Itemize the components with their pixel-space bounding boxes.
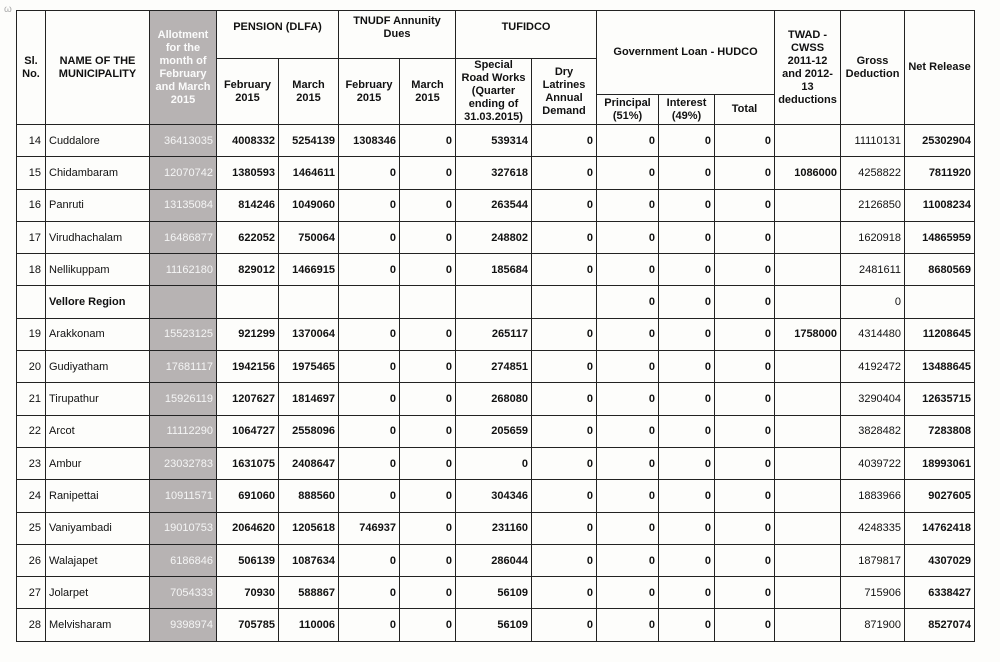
cell-tnudf-mar: 0 [400, 351, 456, 383]
cell-sl-no: 22 [17, 415, 46, 447]
cell-gross-deduction: 4258822 [841, 157, 905, 189]
cell-pension-mar: 1975465 [279, 351, 339, 383]
cell-principal: 0 [597, 383, 659, 415]
cell-tnudf-feb: 0 [339, 221, 400, 253]
col-header-municipality: NAME OF THE MUNICIPALITY [46, 11, 150, 125]
cell-total: 0 [715, 254, 775, 286]
cell-interest: 0 [659, 609, 715, 641]
cell-gross-deduction: 1620918 [841, 221, 905, 253]
cell-pension-feb: 691060 [217, 480, 279, 512]
table-row [17, 577, 975, 609]
cell-total: 0 [715, 415, 775, 447]
table-row [17, 221, 975, 253]
cell-sl-no: 26 [17, 544, 46, 576]
cell-tnudf-mar: 0 [400, 544, 456, 576]
cell-principal: 0 [597, 512, 659, 544]
cell-net-release: 7283808 [905, 415, 975, 447]
cell-twad [775, 577, 841, 609]
table-body [17, 125, 975, 642]
cell-sl-no: 20 [17, 351, 46, 383]
cell-tnudf-feb: 0 [339, 383, 400, 415]
cell-special-road: 205659 [456, 415, 532, 447]
table-row [17, 189, 975, 221]
cell-sl-no: 25 [17, 512, 46, 544]
cell-gross-deduction: 3290404 [841, 383, 905, 415]
cell-pension-mar: 1370064 [279, 318, 339, 350]
cell-gross-deduction: 4039722 [841, 447, 905, 479]
cell-total: 0 [715, 157, 775, 189]
cell-special-road: 56109 [456, 609, 532, 641]
allocation-sheet [16, 10, 975, 642]
cell-pension-mar: 1466915 [279, 254, 339, 286]
cell-special-road [456, 286, 532, 318]
cell-interest: 0 [659, 480, 715, 512]
cell-net-release: 8527074 [905, 609, 975, 641]
cell-net-release: 9027605 [905, 480, 975, 512]
cell-municipality: Vellore Region [46, 286, 150, 318]
cell-tnudf-feb: 0 [339, 480, 400, 512]
cell-municipality: Virudhachalam [46, 221, 150, 253]
cell-dry-latrines: 0 [532, 447, 597, 479]
table-row [17, 447, 975, 479]
cell-sl-no: 24 [17, 480, 46, 512]
cell-dry-latrines: 0 [532, 221, 597, 253]
cell-tnudf-feb: 0 [339, 254, 400, 286]
cell-tnudf-feb [339, 286, 400, 318]
col-header-tnudf-feb: February 2015 [339, 59, 400, 125]
cell-interest: 0 [659, 383, 715, 415]
cell-allotment: 11162180 [150, 254, 217, 286]
cell-gross-deduction: 2481611 [841, 254, 905, 286]
cell-principal: 0 [597, 254, 659, 286]
cell-tnudf-mar: 0 [400, 221, 456, 253]
cell-sl-no: 21 [17, 383, 46, 415]
cell-net-release: 18993061 [905, 447, 975, 479]
cell-principal: 0 [597, 189, 659, 221]
cell-gross-deduction: 4314480 [841, 318, 905, 350]
cell-gross-deduction: 4248335 [841, 512, 905, 544]
cell-tnudf-mar: 0 [400, 254, 456, 286]
cell-sl-no: 19 [17, 318, 46, 350]
cell-twad [775, 544, 841, 576]
cell-tnudf-mar: 0 [400, 609, 456, 641]
cell-twad: 1758000 [775, 318, 841, 350]
cell-dry-latrines: 0 [532, 125, 597, 157]
cell-dry-latrines: 0 [532, 577, 597, 609]
table-row [17, 415, 975, 447]
cell-total: 0 [715, 544, 775, 576]
cell-principal: 0 [597, 577, 659, 609]
cell-tnudf-feb: 746937 [339, 512, 400, 544]
cell-principal: 0 [597, 609, 659, 641]
cell-pension-mar: 750064 [279, 221, 339, 253]
cell-special-road: 265117 [456, 318, 532, 350]
cell-dry-latrines: 0 [532, 609, 597, 641]
cell-sl-no: 18 [17, 254, 46, 286]
col-header-principal: Principal (51%) [597, 95, 659, 125]
cell-allotment: 16486877 [150, 221, 217, 253]
cell-twad [775, 415, 841, 447]
cell-twad [775, 286, 841, 318]
cell-special-road: 0 [456, 447, 532, 479]
cell-total: 0 [715, 609, 775, 641]
table-row [17, 544, 975, 576]
cell-special-road: 231160 [456, 512, 532, 544]
cell-pension-feb: 1942156 [217, 351, 279, 383]
cell-gross-deduction: 871900 [841, 609, 905, 641]
cell-total: 0 [715, 577, 775, 609]
cell-municipality: Ranipettai [46, 480, 150, 512]
cell-tnudf-mar: 0 [400, 189, 456, 221]
cell-dry-latrines: 0 [532, 157, 597, 189]
cell-twad: 1086000 [775, 157, 841, 189]
cell-tnudf-feb: 0 [339, 609, 400, 641]
cell-principal: 0 [597, 221, 659, 253]
cell-net-release: 14762418 [905, 512, 975, 544]
cell-pension-feb: 2064620 [217, 512, 279, 544]
cell-total: 0 [715, 189, 775, 221]
cell-municipality: Nellikuppam [46, 254, 150, 286]
cell-total: 0 [715, 221, 775, 253]
cell-total: 0 [715, 512, 775, 544]
cell-interest: 0 [659, 544, 715, 576]
cell-pension-mar: 5254139 [279, 125, 339, 157]
cell-dry-latrines: 0 [532, 318, 597, 350]
col-header-govt-loan: Government Loan - HUDCO [597, 11, 775, 95]
cell-tnudf-mar: 0 [400, 512, 456, 544]
cell-twad [775, 480, 841, 512]
table-row [17, 480, 975, 512]
cell-tnudf-mar: 0 [400, 125, 456, 157]
cell-tnudf-feb: 0 [339, 415, 400, 447]
cell-pension-feb: 506139 [217, 544, 279, 576]
cell-allotment: 17681117 [150, 351, 217, 383]
cell-dry-latrines: 0 [532, 480, 597, 512]
cell-dry-latrines: 0 [532, 512, 597, 544]
cell-pension-mar: 2408647 [279, 447, 339, 479]
col-header-interest: Interest (49%) [659, 95, 715, 125]
cell-principal: 0 [597, 415, 659, 447]
cell-pension-feb: 921299 [217, 318, 279, 350]
cell-principal: 0 [597, 447, 659, 479]
cell-dry-latrines: 0 [532, 189, 597, 221]
cell-pension-feb: 705785 [217, 609, 279, 641]
cell-pension-feb: 829012 [217, 254, 279, 286]
cell-interest: 0 [659, 254, 715, 286]
allotment-table [16, 10, 975, 642]
col-header-tufidco: TUFIDCO [456, 11, 597, 59]
cell-tnudf-feb: 0 [339, 544, 400, 576]
cell-dry-latrines: 0 [532, 351, 597, 383]
cell-pension-mar: 1464611 [279, 157, 339, 189]
cell-special-road: 539314 [456, 125, 532, 157]
cell-twad [775, 447, 841, 479]
cell-municipality: Arcot [46, 415, 150, 447]
cell-gross-deduction: 0 [841, 286, 905, 318]
cell-twad [775, 125, 841, 157]
col-header-dry-latrines: Dry Latrines Annual Demand [532, 59, 597, 125]
cell-interest: 0 [659, 125, 715, 157]
cell-interest: 0 [659, 189, 715, 221]
cell-gross-deduction: 11110131 [841, 125, 905, 157]
col-header-tnudf: TNUDF Annunity Dues [339, 11, 456, 59]
cell-gross-deduction: 2126850 [841, 189, 905, 221]
cell-net-release: 7811920 [905, 157, 975, 189]
cell-special-road: 185684 [456, 254, 532, 286]
cell-principal: 0 [597, 286, 659, 318]
cell-allotment: 15523125 [150, 318, 217, 350]
cell-total: 0 [715, 125, 775, 157]
cell-municipality: Vaniyambadi [46, 512, 150, 544]
cell-pension-feb: 1380593 [217, 157, 279, 189]
cell-twad [775, 189, 841, 221]
cell-tnudf-mar: 0 [400, 157, 456, 189]
cell-interest: 0 [659, 512, 715, 544]
cell-pension-mar: 1814697 [279, 383, 339, 415]
cell-tnudf-mar: 0 [400, 577, 456, 609]
col-header-special-road: Special Road Works (Quarter ending of 31.03.2015) [456, 59, 532, 125]
cell-pension-feb: 4008332 [217, 125, 279, 157]
cell-interest: 0 [659, 577, 715, 609]
cell-special-road: 248802 [456, 221, 532, 253]
cell-sl-no: 27 [17, 577, 46, 609]
cell-municipality: Panruti [46, 189, 150, 221]
cell-interest: 0 [659, 221, 715, 253]
table-row [17, 254, 975, 286]
cell-tnudf-feb: 0 [339, 189, 400, 221]
cell-gross-deduction: 715906 [841, 577, 905, 609]
cell-tnudf-mar: 0 [400, 318, 456, 350]
cell-pension-mar: 1087634 [279, 544, 339, 576]
cell-special-road: 304346 [456, 480, 532, 512]
cell-municipality: Walajapet [46, 544, 150, 576]
cell-special-road: 274851 [456, 351, 532, 383]
cell-pension-feb: 1631075 [217, 447, 279, 479]
cell-pension-mar: 588867 [279, 577, 339, 609]
cell-sl-no: 14 [17, 125, 46, 157]
cell-special-road: 327618 [456, 157, 532, 189]
cell-tnudf-mar: 0 [400, 415, 456, 447]
cell-tnudf-mar: 0 [400, 383, 456, 415]
cell-dry-latrines: 0 [532, 415, 597, 447]
cell-net-release: 12635715 [905, 383, 975, 415]
cell-municipality: Tirupathur [46, 383, 150, 415]
cell-allotment: 13135084 [150, 189, 217, 221]
cell-sl-no: 23 [17, 447, 46, 479]
cell-principal: 0 [597, 125, 659, 157]
table-row [17, 351, 975, 383]
cell-municipality: Ambur [46, 447, 150, 479]
table-row [17, 157, 975, 189]
table-row [17, 383, 975, 415]
table-header [17, 11, 975, 125]
cell-tnudf-feb: 0 [339, 447, 400, 479]
cell-net-release: 13488645 [905, 351, 975, 383]
cell-tnudf-feb: 0 [339, 318, 400, 350]
cell-sl-no [17, 286, 46, 318]
cell-pension-mar: 2558096 [279, 415, 339, 447]
cell-twad [775, 221, 841, 253]
cell-net-release: 14865959 [905, 221, 975, 253]
cell-net-release [905, 286, 975, 318]
cell-municipality: Gudiyatham [46, 351, 150, 383]
cell-allotment: 12070742 [150, 157, 217, 189]
cell-interest: 0 [659, 351, 715, 383]
table-row [17, 609, 975, 641]
cell-pension-mar: 888560 [279, 480, 339, 512]
cell-total: 0 [715, 447, 775, 479]
cell-twad [775, 512, 841, 544]
col-header-gross-deduction: Gross Deduction [841, 11, 905, 125]
cell-total: 0 [715, 286, 775, 318]
cell-tnudf-mar: 0 [400, 447, 456, 479]
cell-pension-feb: 622052 [217, 221, 279, 253]
col-header-pension-feb: February 2015 [217, 59, 279, 125]
cell-allotment: 19010753 [150, 512, 217, 544]
cell-allotment: 11112290 [150, 415, 217, 447]
cell-twad [775, 609, 841, 641]
cell-pension-mar: 1049060 [279, 189, 339, 221]
cell-allotment: 23032783 [150, 447, 217, 479]
cell-municipality: Melvisharam [46, 609, 150, 641]
cell-dry-latrines: 0 [532, 254, 597, 286]
cell-allotment [150, 286, 217, 318]
cell-principal: 0 [597, 351, 659, 383]
cell-gross-deduction: 4192472 [841, 351, 905, 383]
cell-net-release: 8680569 [905, 254, 975, 286]
cell-total: 0 [715, 480, 775, 512]
cell-total: 0 [715, 383, 775, 415]
cell-tnudf-feb: 1308346 [339, 125, 400, 157]
cell-gross-deduction: 1883966 [841, 480, 905, 512]
cell-net-release: 11008234 [905, 189, 975, 221]
cell-dry-latrines [532, 286, 597, 318]
cell-sl-no: 16 [17, 189, 46, 221]
cell-principal: 0 [597, 544, 659, 576]
cell-municipality: Jolarpet [46, 577, 150, 609]
cell-interest: 0 [659, 157, 715, 189]
cell-net-release: 4307029 [905, 544, 975, 576]
col-header-sl-no: Sl. No. [17, 11, 46, 125]
col-header-twad: TWAD - CWSS 2011-12 and 2012-13 deductions [775, 11, 841, 125]
cell-municipality: Cuddalore [46, 125, 150, 157]
cell-tnudf-feb: 0 [339, 577, 400, 609]
cell-allotment: 15926119 [150, 383, 217, 415]
cell-net-release: 6338427 [905, 577, 975, 609]
cell-municipality: Arakkonam [46, 318, 150, 350]
cell-dry-latrines: 0 [532, 383, 597, 415]
cell-tnudf-feb: 0 [339, 351, 400, 383]
cell-pension-feb: 1064727 [217, 415, 279, 447]
cell-principal: 0 [597, 318, 659, 350]
cell-pension-mar [279, 286, 339, 318]
table-row [17, 318, 975, 350]
table-row [17, 512, 975, 544]
cell-interest: 0 [659, 415, 715, 447]
cell-special-road: 263544 [456, 189, 532, 221]
cell-pension-mar: 1205618 [279, 512, 339, 544]
col-header-allotment: Allotment for the month of February and March 2015 [150, 11, 217, 125]
cell-gross-deduction: 3828482 [841, 415, 905, 447]
cell-allotment: 6186846 [150, 544, 217, 576]
cell-principal: 0 [597, 157, 659, 189]
col-header-total: Total [715, 95, 775, 125]
cell-allotment: 10911571 [150, 480, 217, 512]
cell-sl-no: 15 [17, 157, 46, 189]
cell-allotment: 36413035 [150, 125, 217, 157]
cell-sl-no: 28 [17, 609, 46, 641]
cell-allotment: 9398974 [150, 609, 217, 641]
col-header-pension: PENSION (DLFA) [217, 11, 339, 59]
cell-pension-feb [217, 286, 279, 318]
cell-special-road: 286044 [456, 544, 532, 576]
cell-total: 0 [715, 318, 775, 350]
cell-tnudf-mar: 0 [400, 480, 456, 512]
cell-tnudf-feb: 0 [339, 157, 400, 189]
cell-principal: 0 [597, 480, 659, 512]
cell-pension-feb: 70930 [217, 577, 279, 609]
cell-special-road: 56109 [456, 577, 532, 609]
cell-gross-deduction: 1879817 [841, 544, 905, 576]
table-row [17, 125, 975, 157]
cell-total: 0 [715, 351, 775, 383]
cell-pension-feb: 814246 [217, 189, 279, 221]
cell-special-road: 268080 [456, 383, 532, 415]
cell-interest: 0 [659, 286, 715, 318]
cell-municipality: Chidambaram [46, 157, 150, 189]
cell-pension-feb: 1207627 [217, 383, 279, 415]
cell-dry-latrines: 0 [532, 544, 597, 576]
cell-net-release: 25302904 [905, 125, 975, 157]
cell-interest: 0 [659, 447, 715, 479]
cell-twad [775, 254, 841, 286]
cell-allotment: 7054333 [150, 577, 217, 609]
col-header-tnudf-mar: March 2015 [400, 59, 456, 125]
cell-twad [775, 351, 841, 383]
cell-pension-mar: 110006 [279, 609, 339, 641]
cell-net-release: 11208645 [905, 318, 975, 350]
region-row [17, 286, 975, 318]
cell-interest: 0 [659, 318, 715, 350]
col-header-net-release: Net Release [905, 11, 975, 125]
cell-tnudf-mar [400, 286, 456, 318]
page-corner-mark: ω [4, 4, 12, 15]
col-header-pension-mar: March 2015 [279, 59, 339, 125]
cell-twad [775, 383, 841, 415]
cell-sl-no: 17 [17, 221, 46, 253]
